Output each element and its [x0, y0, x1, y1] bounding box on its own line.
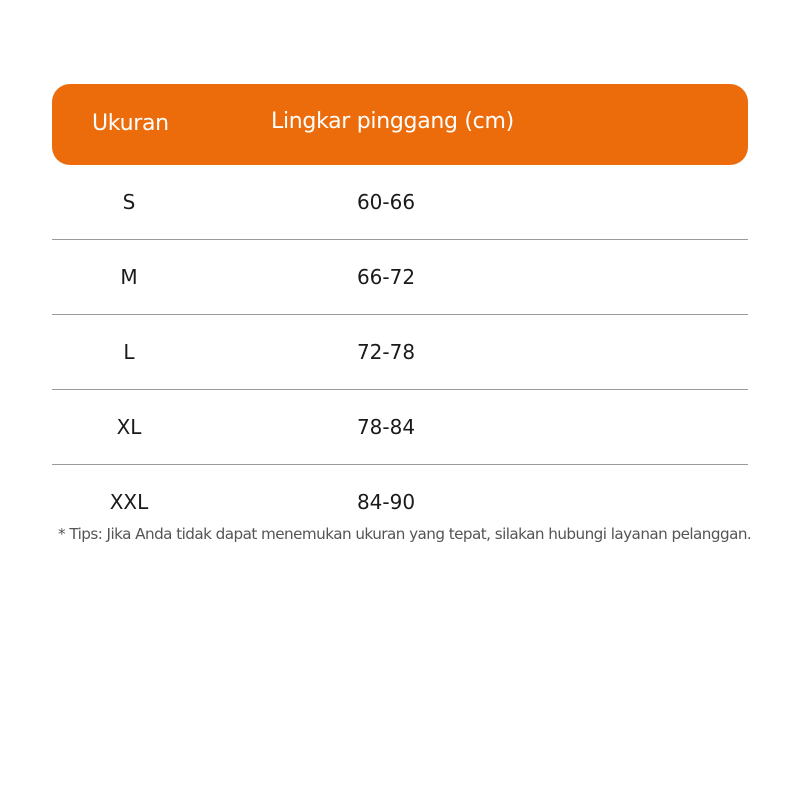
table-header	[52, 84, 748, 165]
header-size-label: Ukuran	[92, 111, 169, 136]
waist-value: 66-72	[356, 265, 416, 289]
size-value: S	[122, 190, 136, 214]
header-waist-label: Lingkar pinggang (cm)	[271, 109, 514, 134]
size-value: M	[120, 265, 138, 289]
table-row	[52, 165, 748, 240]
waist-value: 72-78	[356, 340, 416, 364]
waist-value: 60-66	[356, 190, 416, 214]
size-value: XXL	[109, 490, 149, 514]
size-chart-table	[52, 84, 748, 539]
table-body	[52, 165, 748, 539]
size-value: L	[123, 340, 135, 364]
waist-value: 84-90	[356, 490, 416, 514]
waist-value: 78-84	[356, 415, 416, 439]
table-row	[52, 390, 748, 465]
size-value: XL	[116, 415, 142, 439]
tips-note: * Tips: Jika Anda tidak dapat menemukan ukuran yang tepat, silakan hubungi layanan pelanggan.	[58, 525, 752, 543]
table-row	[52, 240, 748, 315]
table-row	[52, 315, 748, 390]
